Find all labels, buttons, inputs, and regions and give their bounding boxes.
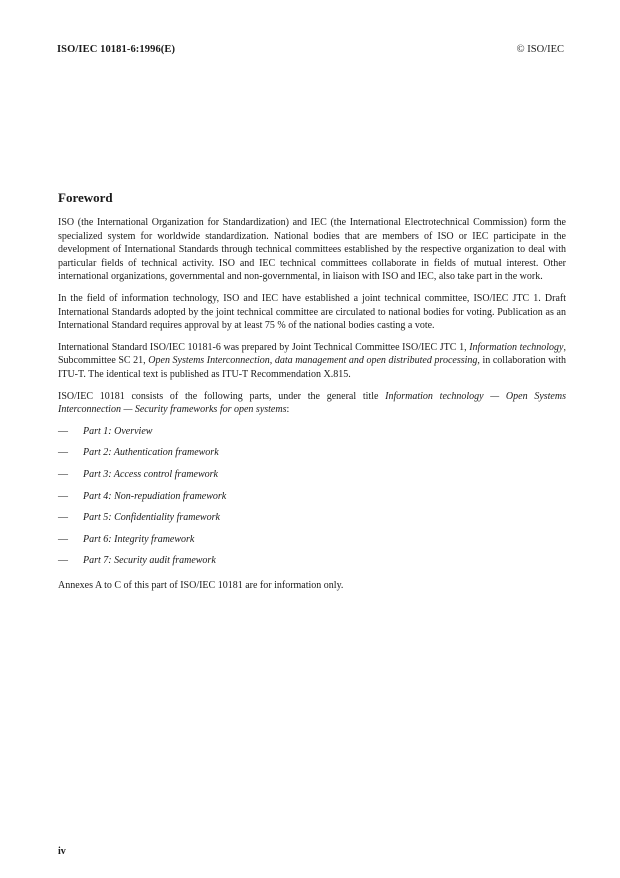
- parts-intro-colon: :: [286, 404, 290, 416]
- foreword-body: [58, 216, 566, 592]
- list-dash: —: [58, 555, 68, 567]
- list-dash: —: [58, 425, 68, 437]
- preparation-text-1: International Standard ISO/IEC 10181-6 was prepared by Joint Technical Committee ISO/IEC JTC 1,: [58, 341, 470, 353]
- annex-note: Annexes A to C of this part of ISO/IEC 10181 are for information only.: [58, 579, 344, 591]
- paragraph-preparation: [58, 341, 566, 382]
- preparation-title-it: Information technology: [469, 341, 564, 353]
- list-item: [58, 554, 566, 576]
- parts-intro-text: ISO/IEC 10181 consists of the following parts, under the general title: [58, 390, 386, 402]
- part-title: Part 1: Overview: [83, 425, 153, 437]
- part-title: Part 7: Security audit framework: [83, 555, 216, 567]
- parts-general-title: Information technology — Open Systems Interconnection — Security frameworks for open systems: [58, 390, 566, 416]
- part-title: Part 2: Authentication framework: [83, 447, 219, 459]
- part-title: Part 6: Integrity framework: [83, 533, 195, 545]
- paragraph-jtc1: In the field of information technology, ISO and IEC have established a joint technical committee, ISO/IEC JTC 1. Draft International Standards adopted by the joint technical committee are circulated to national bodies for voting. Publication as an International Standard requires approval by at least 75 % of the national bodies casting a vote.: [58, 292, 566, 332]
- paragraph-parts-intro: [58, 390, 566, 417]
- paragraph-organizations: ISO (the International Organization for Standardization) and IEC (the International Electrotechnical Commission) form the specialized system for worldwide standardization. National bodies that are members of ISO or IEC participate in the development of International Standards through technical committees established by the respective organization to deal with particular fields of technical activity. ISO and IEC technical committees collaborate in fields of mutual interest. Other international organizations, governmental and non-governmental, in liaison with ISO and IEC, also take part in the work.: [58, 217, 566, 283]
- section-title: Foreword: [58, 190, 113, 205]
- part-title: Part 3: Access control framework: [83, 468, 218, 480]
- preparation-title-osi: Open Systems Interconnection, data management and open distributed processing: [148, 355, 478, 367]
- list-item: [58, 533, 566, 555]
- list-dash: —: [58, 533, 68, 545]
- part-title: Part 4: Non-repudiation framework: [83, 490, 227, 502]
- list-dash: —: [58, 468, 68, 480]
- copyright-notice: © ISO/IEC: [516, 44, 564, 55]
- part-title: Part 5: Confidentiality framework: [83, 512, 220, 524]
- preparation-text-2: , Subcommittee SC 21,: [58, 341, 566, 367]
- list-dash: —: [58, 512, 68, 524]
- parts-list: [58, 425, 566, 576]
- list-dash: —: [58, 490, 68, 502]
- list-item: [58, 468, 566, 490]
- document-identifier: ISO/IEC 10181-6:1996(E): [57, 44, 176, 55]
- list-item: [58, 446, 566, 468]
- list-item: [58, 425, 566, 447]
- page-number: iv: [58, 846, 66, 857]
- list-item: [58, 511, 566, 533]
- list-item: [58, 490, 566, 512]
- preparation-text-3: , in collaboration with ITU-T. The identical text is published as ITU-T Recommendation X.815.: [58, 355, 566, 380]
- list-dash: —: [58, 447, 68, 459]
